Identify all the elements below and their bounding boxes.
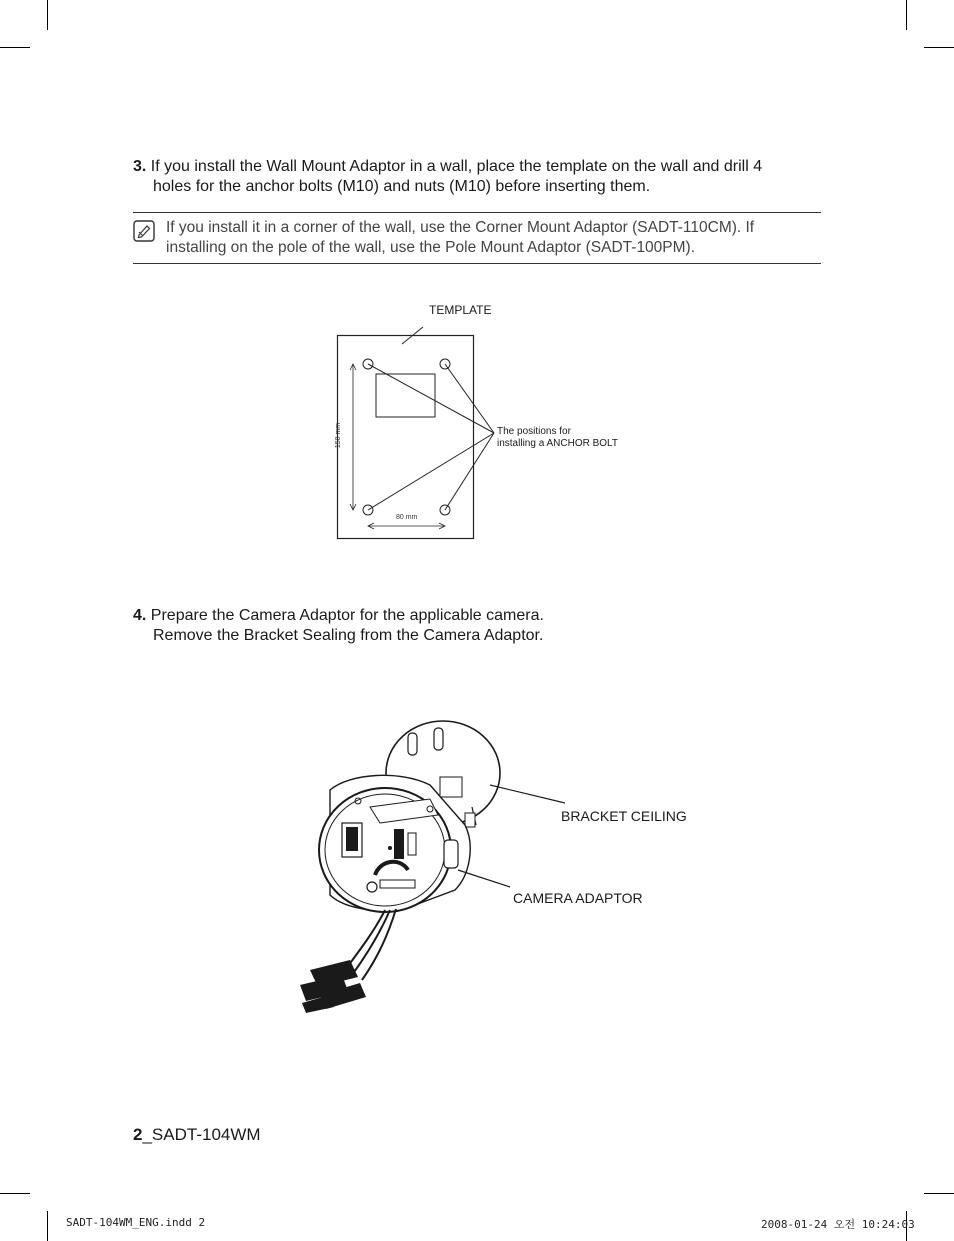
step-number: 4. — [133, 607, 147, 624]
page-number-value: 2 — [133, 1125, 143, 1144]
note-bottom-rule — [133, 263, 821, 264]
note-text — [166, 218, 816, 258]
note-top-rule — [133, 212, 821, 213]
note-line: installing on the pole of the wall, use the Pole Mount Adaptor (SADT-100PM). — [166, 239, 696, 256]
step-text: If you install the Wall Mount Adaptor in a wall, place the template on the wall and drill 4 — [150, 158, 763, 175]
step-3 — [133, 157, 813, 197]
page-number — [133, 1125, 261, 1145]
anchor-bolt-label — [497, 426, 618, 450]
anchor-bolt-label-line: installing a ANCHOR BOLT — [497, 438, 618, 449]
label-camera-adaptor: CAMERA ADAPTOR — [513, 890, 643, 906]
step-text: Remove the Bracket Sealing from the Camera Adaptor. — [153, 627, 544, 644]
step-text: holes for the anchor bolts (M10) and nuts (M10) before inserting them. — [153, 178, 651, 195]
template-title: TEMPLATE — [429, 303, 492, 317]
crop-mark — [924, 1193, 954, 1194]
step-number: 3. — [133, 158, 147, 175]
note-pencil-icon — [133, 220, 155, 242]
step-text: Prepare the Camera Adaptor for the applicable camera. — [150, 607, 544, 624]
dim-horizontal-label: 80 mm — [396, 514, 418, 521]
print-slug-right: 2008-01-24 오전 10:24:03 — [761, 1218, 915, 1231]
crop-mark — [0, 1193, 30, 1194]
label-bracket-ceiling: BRACKET CEILING — [561, 808, 687, 824]
note-line: If you install it in a corner of the wall, use the Corner Mount Adaptor (SADT-110CM). If — [166, 219, 755, 236]
crop-mark — [906, 0, 907, 30]
camera-adaptor-illustration — [290, 715, 710, 1025]
anchor-bolt-leaders — [360, 355, 500, 515]
step-4 — [133, 606, 813, 646]
crop-mark — [0, 47, 30, 48]
crop-mark — [924, 47, 954, 48]
dim-vertical-label: 150 mm — [335, 422, 343, 449]
anchor-bolt-label-line: The positions for — [497, 426, 571, 437]
print-slug-left: SADT-104WM_ENG.indd 2 — [66, 1216, 206, 1229]
crop-mark — [47, 1211, 48, 1241]
page-product-name: _SADT-104WM — [142, 1125, 261, 1144]
crop-mark — [47, 0, 48, 30]
